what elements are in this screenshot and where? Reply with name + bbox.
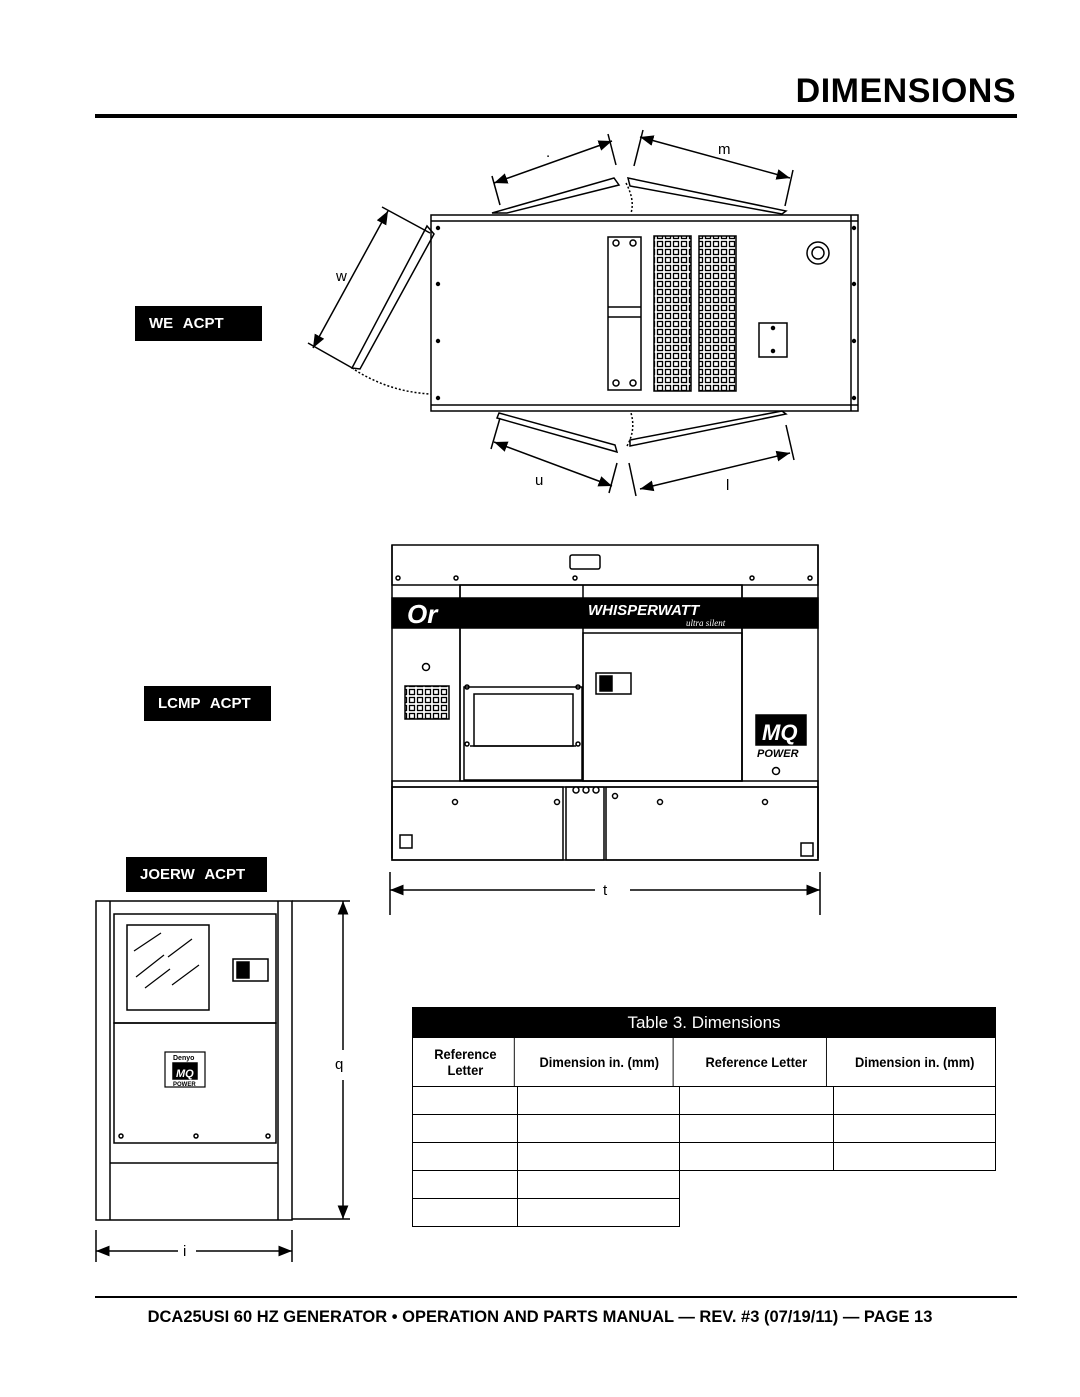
dim-letter-width: i (183, 1243, 187, 1260)
table-cell (518, 1199, 680, 1227)
table-cell (412, 1115, 518, 1143)
front-view-label: LCMP ACPT (144, 686, 271, 721)
front-view-drawing (390, 545, 820, 915)
table-row (412, 1199, 996, 1227)
table-cell (834, 1115, 996, 1143)
table-cell (680, 1087, 834, 1115)
table-cell (834, 1143, 996, 1171)
logo-power: POWER (757, 748, 799, 760)
table-header-cell: Reference Letter (686, 1038, 827, 1086)
table-cell (518, 1087, 680, 1115)
table-caption: Table 3. Dimensions (412, 1007, 996, 1038)
table-row (412, 1143, 996, 1171)
logo-or: Or (407, 599, 438, 629)
dim-letter-top-left: . (546, 144, 551, 161)
page-footer: DCA25USI 60 HZ GENERATOR • OPERATION AND PARTS MANUAL — REV. #3 (07/19/11) — PAGE 13 (147, 1308, 933, 1326)
table-cell (412, 1087, 518, 1115)
table-header-row (412, 1038, 996, 1087)
top-view-drawing (308, 130, 858, 496)
table-header-cell: Dimension in. (mm) (854, 1054, 975, 1070)
dim-letter-left-door: w (336, 268, 347, 285)
table-cell (680, 1143, 834, 1171)
dim-letter-length: t (603, 882, 608, 899)
logo-denyo: Denyo (173, 1055, 195, 1062)
table-cell (518, 1143, 680, 1171)
logo-mq: MQ (762, 720, 798, 745)
footer-rule (95, 1296, 1017, 1298)
table-row (412, 1115, 996, 1143)
top-view-label: WE ACPT (135, 306, 262, 341)
table-row (412, 1087, 996, 1115)
dim-letter-bottom-right: l (726, 477, 730, 494)
table-cell (412, 1171, 518, 1199)
dim-letter-top-right: m (718, 141, 731, 158)
table-cell (680, 1115, 834, 1143)
dim-letter-height: q (335, 1056, 344, 1073)
dim-letter-bottom-left: u (535, 472, 544, 489)
logo-whisperwatt: WHISPERWATT (588, 602, 700, 619)
table-cell (518, 1171, 680, 1199)
logo-mq-small: MQ (176, 1068, 194, 1080)
side-view-drawing (96, 901, 350, 1262)
logo-ultra-silent: ultra silent (686, 618, 726, 628)
table-cell (518, 1115, 680, 1143)
table-header-cell: Reference Letter (417, 1038, 514, 1086)
table-cell (412, 1199, 518, 1227)
logo-power-small: POWER (173, 1082, 196, 1088)
side-view-label: JOERW ACPT (126, 857, 267, 892)
page-title: DIMENSIONS (795, 72, 1016, 110)
dimensions-table (412, 1007, 996, 1227)
table-header-cell: Dimension in. (mm) (525, 1038, 674, 1086)
table-cell (412, 1143, 518, 1171)
table-row (412, 1171, 996, 1199)
table-cell (834, 1087, 996, 1115)
